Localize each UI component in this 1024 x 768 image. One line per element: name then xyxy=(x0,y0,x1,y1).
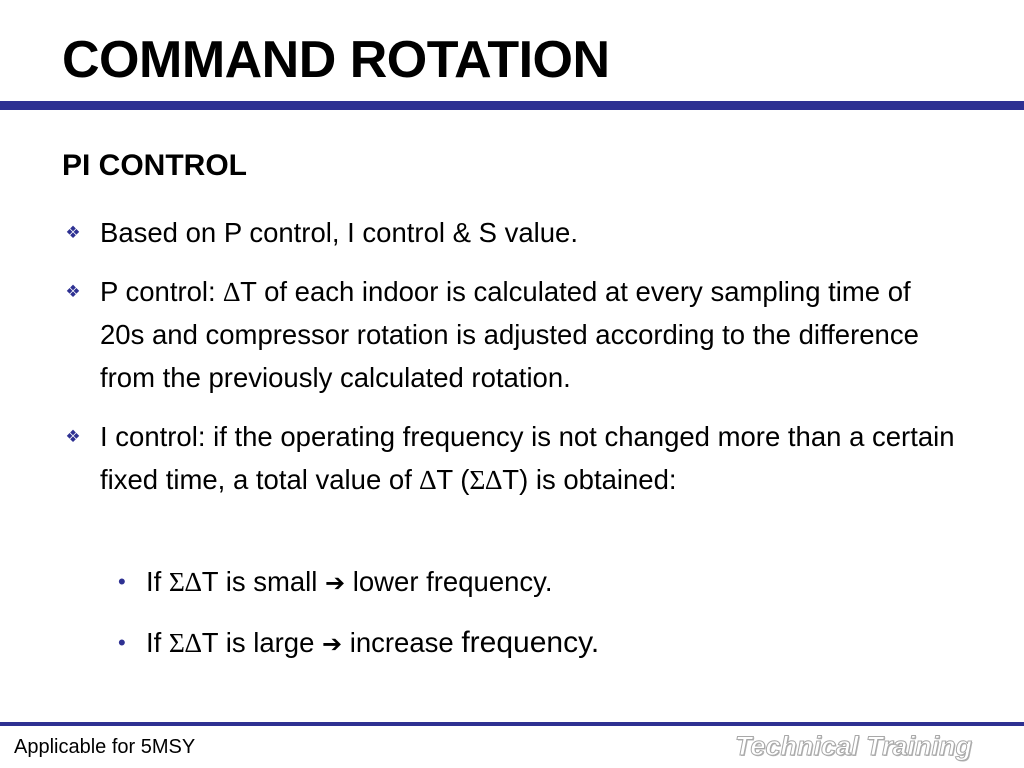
footer-applicability: Applicable for 5MSY xyxy=(14,736,196,758)
sub-bullet-prefix: If xyxy=(146,566,169,597)
bullet-item xyxy=(62,211,962,254)
sigma-delta-symbol: Σ∆ xyxy=(168,627,202,658)
slide-title: COMMAND ROTATION xyxy=(62,31,610,89)
bullet-text-prefix: P control: xyxy=(100,276,224,307)
sub-bullet-middle: T is small xyxy=(201,566,326,597)
diamond-bullet-icon: ❖ xyxy=(65,223,81,243)
sub-bullet-item xyxy=(118,621,599,666)
bullet-text-suffix: T of each indoor is calculated at every sampling time of 20s and compressor rotation is adjusted according to the difference from the previously calculated rotation. xyxy=(100,276,919,393)
diamond-bullet-icon: ❖ xyxy=(65,427,81,447)
right-arrow-icon: ➔ xyxy=(325,569,346,597)
sub-bullet-middle: T is large xyxy=(201,627,322,658)
sigma-delta-symbol: Σ∆ xyxy=(469,464,503,495)
sigma-delta-symbol: Σ∆ xyxy=(168,566,202,597)
dot-bullet-icon: • xyxy=(118,569,126,594)
delta-symbol: ∆ xyxy=(419,464,437,495)
bullet-item xyxy=(62,270,962,399)
sub-bullet-tail: frequency. xyxy=(461,626,600,659)
sub-bullet-item xyxy=(118,560,599,605)
right-arrow-icon: ➔ xyxy=(322,630,343,658)
delta-symbol: ∆ xyxy=(223,276,241,307)
footer-divider xyxy=(0,722,1024,726)
sub-bullet-prefix: If xyxy=(146,627,169,658)
bullet-list xyxy=(62,211,962,517)
bullet-item xyxy=(62,415,962,501)
sub-bullet-suffix: lower frequency. xyxy=(345,566,553,597)
bullet-text-prefix: I control: if the operating frequency is not changed more than a certain fixed time, a total value of xyxy=(100,421,955,495)
sub-bullet-list xyxy=(118,560,599,682)
bullet-text: Based on P control, I control & S value. xyxy=(100,217,578,248)
bullet-text-suffix: T) is obtained: xyxy=(502,464,677,495)
section-heading: PI CONTROL xyxy=(62,149,247,182)
sub-bullet-suffix: increase xyxy=(342,627,462,658)
title-divider xyxy=(0,101,1024,110)
footer-technical-training-logo: Technical Training xyxy=(734,731,972,761)
bullet-text-middle: T ( xyxy=(436,464,470,495)
diamond-bullet-icon: ❖ xyxy=(65,282,81,302)
dot-bullet-icon: • xyxy=(118,630,126,655)
